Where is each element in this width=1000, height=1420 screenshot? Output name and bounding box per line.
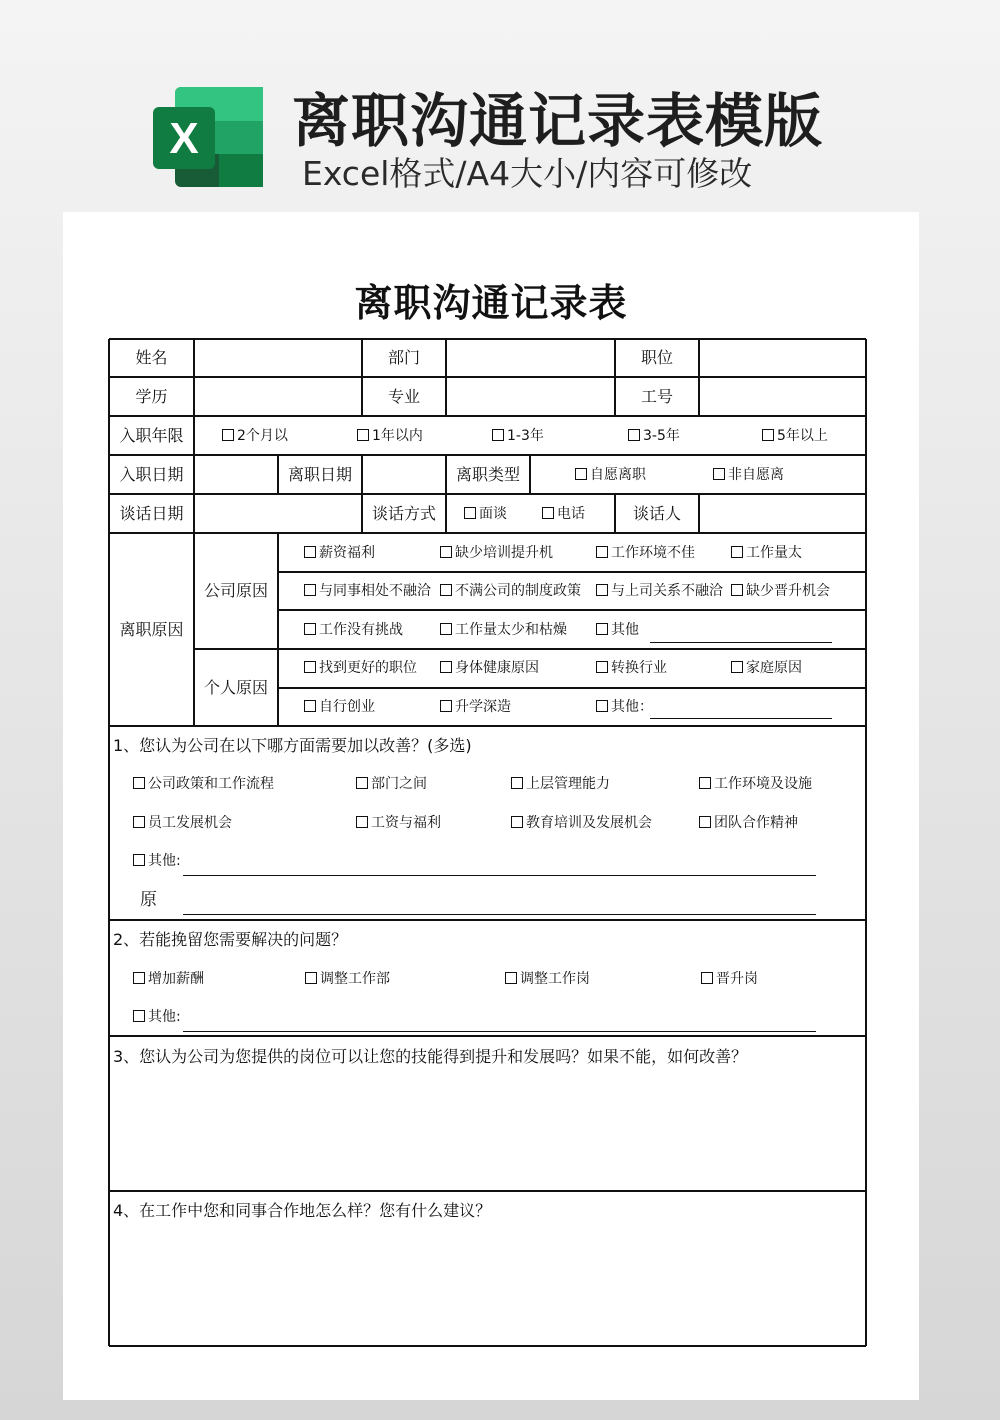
checkbox-icon[interactable] [133, 777, 145, 789]
checkbox-icon[interactable] [713, 468, 725, 480]
option-label: 缺少晋升机会 [746, 583, 830, 599]
reason-line[interactable] [183, 914, 816, 915]
checkbox-icon[interactable] [505, 972, 517, 984]
checkbox-icon[interactable] [305, 972, 317, 984]
retain-option[interactable] [305, 969, 390, 987]
retain-option[interactable] [133, 969, 204, 987]
tenure-option[interactable] [222, 426, 288, 444]
company-reason-option[interactable] [596, 620, 639, 638]
personal-reason-option[interactable] [596, 658, 667, 676]
personal-reason-option[interactable] [304, 658, 417, 676]
checkbox-icon[interactable] [133, 816, 145, 828]
checkbox-icon[interactable] [440, 700, 452, 712]
checkbox-icon[interactable] [511, 816, 523, 828]
option-label: 家庭原因 [746, 660, 802, 676]
option-label: 找到更好的职位 [319, 660, 417, 676]
checkbox-icon[interactable] [304, 584, 316, 596]
checkbox-icon[interactable] [357, 429, 369, 441]
option-label: 团队合作精神 [714, 815, 798, 831]
improve-option[interactable] [356, 813, 441, 831]
label-interview-method: 谈话方式 [371, 504, 436, 523]
option-label: 1-3年 [507, 428, 544, 444]
improve-option[interactable] [511, 813, 652, 831]
checkbox-icon[interactable] [492, 429, 504, 441]
retain-other-line[interactable] [183, 1031, 816, 1032]
improve-option[interactable] [699, 813, 798, 831]
method-option[interactable] [542, 504, 585, 522]
tenure-option[interactable] [628, 426, 680, 444]
checkbox-icon[interactable] [356, 816, 368, 828]
table-hline [109, 415, 866, 417]
checkbox-icon[interactable] [511, 777, 523, 789]
retain-option[interactable] [505, 969, 590, 987]
excel-logo-letter: X [169, 114, 199, 163]
improve-other-line[interactable] [183, 875, 816, 876]
label-position: 职位 [640, 348, 673, 367]
option-label: 与同事相处不融洽 [319, 583, 431, 599]
reason-label: 原 [140, 890, 157, 910]
option-label: 部门之间 [371, 776, 427, 792]
company-reason-option[interactable] [304, 620, 403, 638]
option-label: 其他： [611, 699, 653, 715]
tenure-option[interactable] [492, 426, 544, 444]
checkbox-icon[interactable] [133, 972, 145, 984]
option-label: 1年以内 [372, 428, 423, 444]
checkbox-icon[interactable] [356, 777, 368, 789]
checkbox-icon[interactable] [596, 661, 608, 673]
checkbox-icon[interactable] [701, 972, 713, 984]
checkbox-icon[interactable] [628, 429, 640, 441]
label-tenure: 入职年限 [119, 426, 184, 445]
company-reason-option[interactable] [731, 581, 830, 599]
checkbox-icon[interactable] [440, 623, 452, 635]
checkbox-icon[interactable] [731, 661, 743, 673]
option-label: 调整工作岗 [520, 971, 590, 987]
option-label: 工作环境不佳 [611, 545, 695, 561]
company-reason-option[interactable] [440, 581, 581, 599]
company-reason-option[interactable] [440, 620, 567, 638]
checkbox-icon[interactable] [762, 429, 774, 441]
option-label: 缺少培训提升机 [455, 545, 553, 561]
other-reason-line[interactable] [650, 642, 832, 643]
label-leave-date: 离职日期 [287, 465, 352, 484]
option-label: 工作量太 [746, 545, 802, 561]
option-label: 面谈 [479, 506, 507, 522]
checkbox-icon[interactable] [304, 661, 316, 673]
company-reason-option[interactable] [731, 543, 802, 561]
personal-reason-option[interactable] [731, 658, 802, 676]
option-label: 调整工作部 [320, 971, 390, 987]
table-hline [194, 648, 866, 650]
table-hline [278, 571, 866, 573]
label-leave-type: 离职类型 [455, 465, 520, 484]
leave-type-option[interactable] [713, 465, 784, 483]
promo-title: 离职沟通记录表模版 [292, 87, 824, 155]
option-label: 5年以上 [777, 428, 828, 444]
option-label: 工作没有挑战 [319, 622, 403, 638]
label-education: 学历 [135, 387, 168, 406]
table-hline [109, 1035, 866, 1037]
improve-option[interactable] [133, 774, 274, 792]
checkbox-icon[interactable] [440, 546, 452, 558]
table-hline [109, 1345, 866, 1347]
checkbox-icon[interactable] [699, 816, 711, 828]
label-interview-date: 谈话日期 [119, 504, 184, 523]
table-hline [109, 338, 866, 340]
leave-type-option[interactable] [575, 465, 646, 483]
promo-subtitle: Excel格式/A4大小/内容可修改 [302, 154, 753, 193]
checkbox-icon[interactable] [596, 546, 608, 558]
personal-reason-option[interactable] [596, 697, 653, 715]
option-label: 3-5年 [643, 428, 680, 444]
option-label: 工作量太少和枯燥 [455, 622, 567, 638]
label-company-reason: 公司原因 [203, 581, 268, 600]
option-label: 上层管理能力 [526, 776, 610, 792]
form-paper [63, 212, 919, 1400]
checkbox-icon[interactable] [596, 584, 608, 596]
excel-logo-icon [153, 87, 265, 187]
checkbox-icon[interactable] [222, 429, 234, 441]
label-employee-id: 工号 [640, 387, 673, 406]
checkbox-icon[interactable] [699, 777, 711, 789]
improve-option[interactable] [699, 774, 812, 792]
checkbox-icon[interactable] [575, 468, 587, 480]
option-label: 工作环境及设施 [714, 776, 812, 792]
label-name: 姓名 [135, 348, 168, 367]
improve-option[interactable] [356, 774, 427, 792]
checkbox-icon[interactable] [731, 546, 743, 558]
improve-other-option[interactable] [133, 851, 181, 869]
option-label: 其他 [611, 622, 639, 638]
option-label: 薪资福利 [319, 545, 375, 561]
retain-other-option[interactable] [133, 1007, 181, 1025]
option-label: 工资与福利 [371, 815, 441, 831]
label-hire-date: 入职日期 [119, 465, 184, 484]
checkbox-icon[interactable] [731, 584, 743, 596]
question-3: 3、您认为公司为您提供的岗位可以让您的技能得到提升和发展吗？如果不能，如何改善？ [113, 1047, 748, 1066]
option-label: 不满公司的制度政策 [455, 583, 581, 599]
question-1: 1、您认为公司在以下哪方面需要加以改善？(多选) [113, 736, 472, 755]
option-label: 增加薪酬 [148, 971, 204, 987]
personal-reason-option[interactable] [440, 697, 511, 715]
checkbox-icon[interactable] [440, 661, 452, 673]
label-major: 专业 [387, 387, 420, 406]
question-2: 2、若能挽留您需要解决的问题？ [113, 930, 348, 949]
checkbox-icon[interactable] [133, 1010, 145, 1022]
option-label: 电话 [557, 506, 585, 522]
table-hline [109, 919, 866, 921]
option-label: 自行创业 [319, 699, 375, 715]
method-option[interactable] [464, 504, 507, 522]
company-reason-option[interactable] [596, 543, 695, 561]
option-label: 晋升岗 [716, 971, 758, 987]
option-label: 自愿离职 [590, 467, 646, 483]
tenure-option[interactable] [762, 426, 828, 444]
personal-reason-option[interactable] [440, 658, 539, 676]
label-personal-reason: 个人原因 [203, 678, 268, 697]
label-interviewer: 谈话人 [632, 504, 681, 523]
option-label: 身体健康原因 [455, 660, 539, 676]
form-title: 离职沟通记录表 [354, 281, 628, 325]
company-reason-option[interactable] [304, 581, 431, 599]
checkbox-icon[interactable] [596, 700, 608, 712]
table-vline [865, 339, 867, 1346]
other-personal-line[interactable] [650, 718, 832, 719]
table-hline [109, 1190, 866, 1192]
checkbox-icon[interactable] [133, 854, 145, 866]
table-hline [109, 376, 866, 378]
option-label: 公司政策和工作流程 [148, 776, 274, 792]
label-department: 部门 [387, 348, 420, 367]
retain-option[interactable] [701, 969, 758, 987]
option-label: 非自愿离 [728, 467, 784, 483]
checkbox-icon[interactable] [542, 507, 554, 519]
checkbox-icon[interactable] [304, 700, 316, 712]
checkbox-icon[interactable] [304, 546, 316, 558]
option-label: 其他: [148, 853, 181, 869]
tenure-option[interactable] [357, 426, 423, 444]
option-label: 2个月以 [237, 428, 288, 444]
improve-option[interactable] [511, 774, 610, 792]
company-reason-option[interactable] [304, 543, 375, 561]
option-label: 升学深造 [455, 699, 511, 715]
table-hline [278, 609, 866, 611]
option-label: 与上司关系不融洽 [611, 583, 723, 599]
checkbox-icon[interactable] [596, 623, 608, 635]
option-label: 其他: [148, 1009, 181, 1025]
question-4: 4、在工作中您和同事合作地怎么样？您有什么建议？ [113, 1201, 492, 1220]
company-reason-option[interactable] [440, 543, 553, 561]
label-leave-reason: 离职原因 [119, 620, 184, 639]
option-label: 转换行业 [611, 660, 667, 676]
option-label: 员工发展机会 [148, 815, 232, 831]
table-hline [278, 687, 866, 689]
improve-option[interactable] [133, 813, 232, 831]
checkbox-icon[interactable] [440, 584, 452, 596]
checkbox-icon[interactable] [464, 507, 476, 519]
checkbox-icon[interactable] [304, 623, 316, 635]
personal-reason-option[interactable] [304, 697, 375, 715]
option-label: 教育培训及发展机会 [526, 815, 652, 831]
company-reason-option[interactable] [596, 581, 723, 599]
